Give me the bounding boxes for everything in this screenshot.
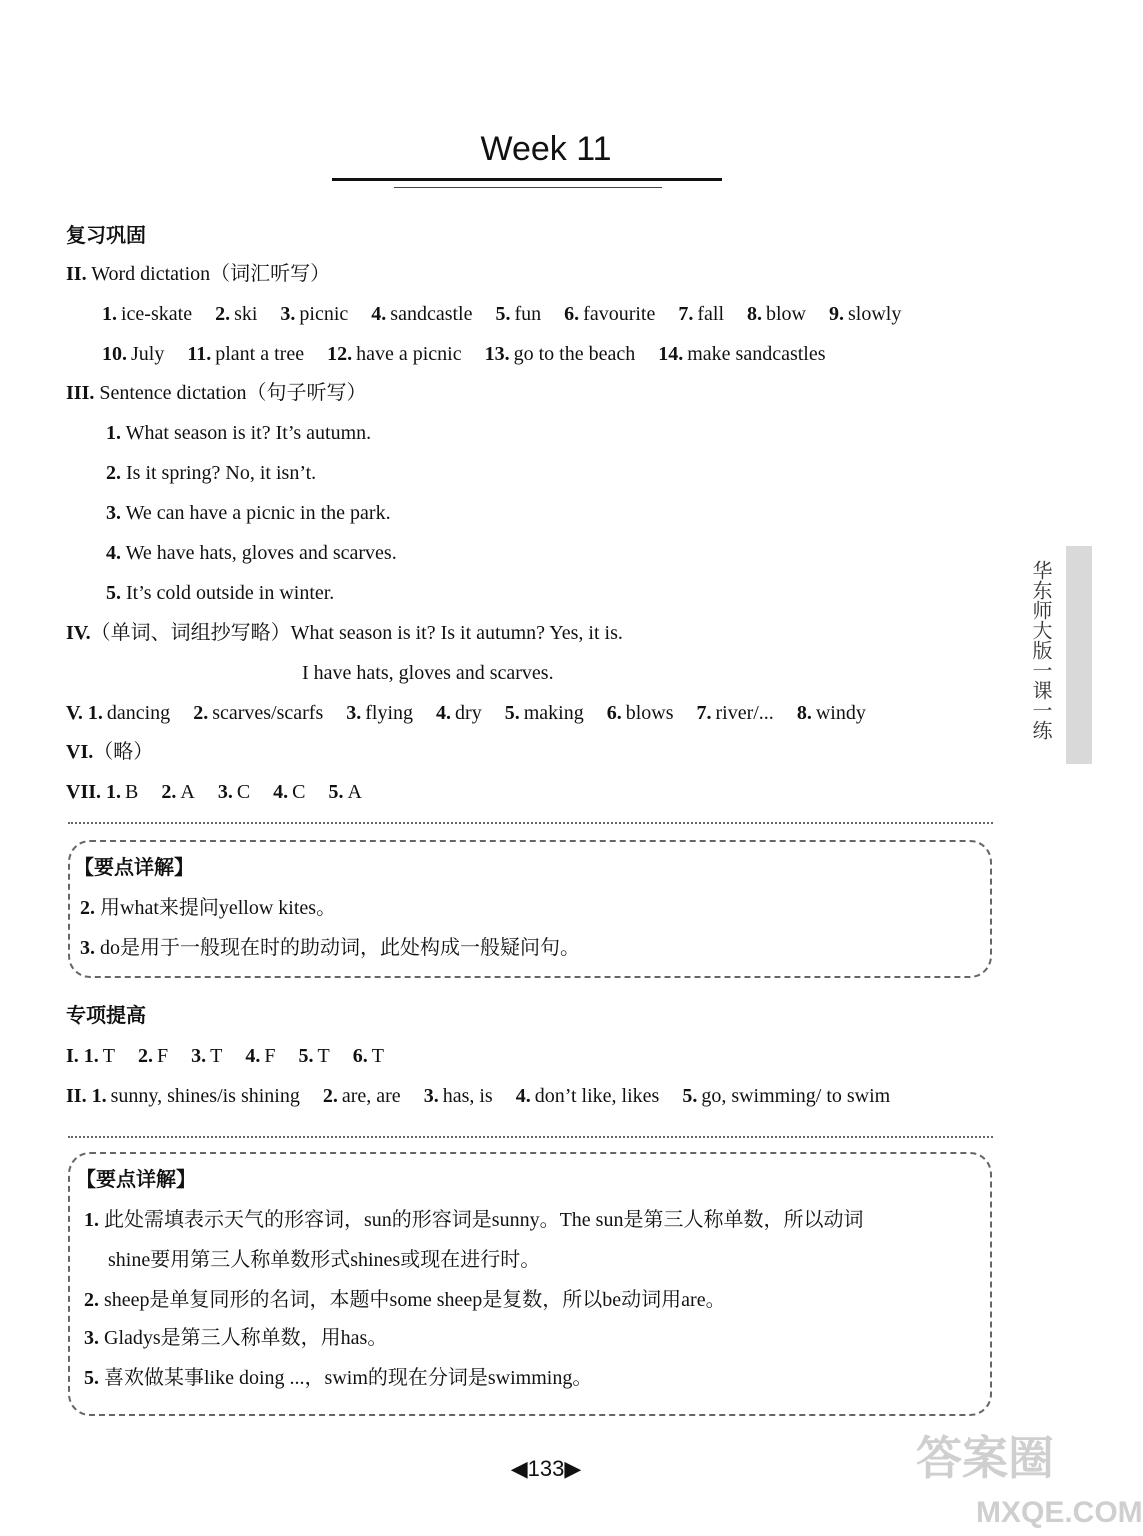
side-tab [1066, 546, 1092, 764]
sentence-item: 4. We have hats, gloves and scarves. [106, 542, 397, 564]
question-IV: IV.（单词、词组抄写略）What season is it? Is it autumn? Yes, it is. [66, 622, 623, 644]
question-V: V. 1. dancing 2. scarves/scarfs 3. flying 4. dry 5. making 6. blows 7. river/... 8. windy [66, 702, 866, 724]
note-item: 5. 喜欢做某事like doing ...，swim的现在分词是swimming。 [84, 1367, 593, 1389]
question-I: I. 1. T 2. F 3. T 4. F 5. T 6. T [66, 1045, 384, 1067]
watermark-url: MXQE.COM [976, 1496, 1143, 1529]
sentence-item: 5. It’s cold outside in winter. [106, 582, 335, 604]
question-II-advanced: II. 1. sunny, shines/is shining 2. are, are 3. has, is 4. don’t like, likes 5. go, swimming/ to swim [66, 1085, 891, 1107]
note-heading: 【要点详解】 [76, 1169, 196, 1191]
note-item: 3. do是用于一般现在时的助动词，此处构成一般疑问句。 [80, 937, 580, 959]
page-number: ◀133▶ [510, 1456, 582, 1481]
question-VI: VI.（略） [66, 741, 154, 763]
note-item: 2. sheep是单复同形的名词，本题中some sheep是复数，所以be动词用are。 [84, 1289, 726, 1311]
title-rule-thin [394, 187, 662, 188]
question-IV-line-2: I have hats, gloves and scarves. [302, 662, 554, 684]
sentence-item: 1. What season is it? It’s autumn. [106, 422, 372, 444]
question-II-title: II. Word dictation（词汇听写） [66, 263, 331, 285]
title-rule-thick [332, 178, 722, 181]
watermark-logo: 答案圈 [916, 1432, 1054, 1484]
page-title: Week 11 [480, 130, 612, 168]
note-item: 2. 用what来提问yellow kites。 [80, 897, 337, 919]
note-item: 3. Gladys是第三人称单数，用has。 [84, 1327, 388, 1349]
note-heading: 【要点详解】 [74, 857, 194, 879]
section-heading-advanced: 专项提高 [66, 1005, 146, 1027]
section-heading-review: 复习巩固 [66, 225, 146, 247]
note-item: 1. 此处需填表示天气的形容词，sun的形容词是sunny。The sun是第三人称单数，所以动词 [84, 1209, 864, 1231]
question-III-title: III. Sentence dictation（句子听写） [66, 382, 367, 404]
sentence-item: 2. Is it spring? No, it isn’t. [106, 462, 317, 484]
word-list-row-1: 1. ice-skate 2. ski 3. picnic 4. sandcastle 5. fun 6. favourite 7. fall 8. blow 9. slowly [102, 303, 902, 325]
note-item-continuation: shine要用第三人称单数形式shines或现在进行时。 [108, 1249, 541, 1271]
side-book-title: 华东师大版一课一练 [1029, 560, 1051, 740]
divider [68, 822, 993, 824]
divider [68, 1136, 993, 1138]
sentence-item: 3. We can have a picnic in the park. [106, 502, 391, 524]
question-VII: VII. 1. B 2. A 3. C 4. C 5. A [66, 781, 362, 803]
word-list-row-2: 10. July 11. plant a tree 12. have a picnic 13. go to the beach 14. make sandcastles [102, 343, 826, 365]
